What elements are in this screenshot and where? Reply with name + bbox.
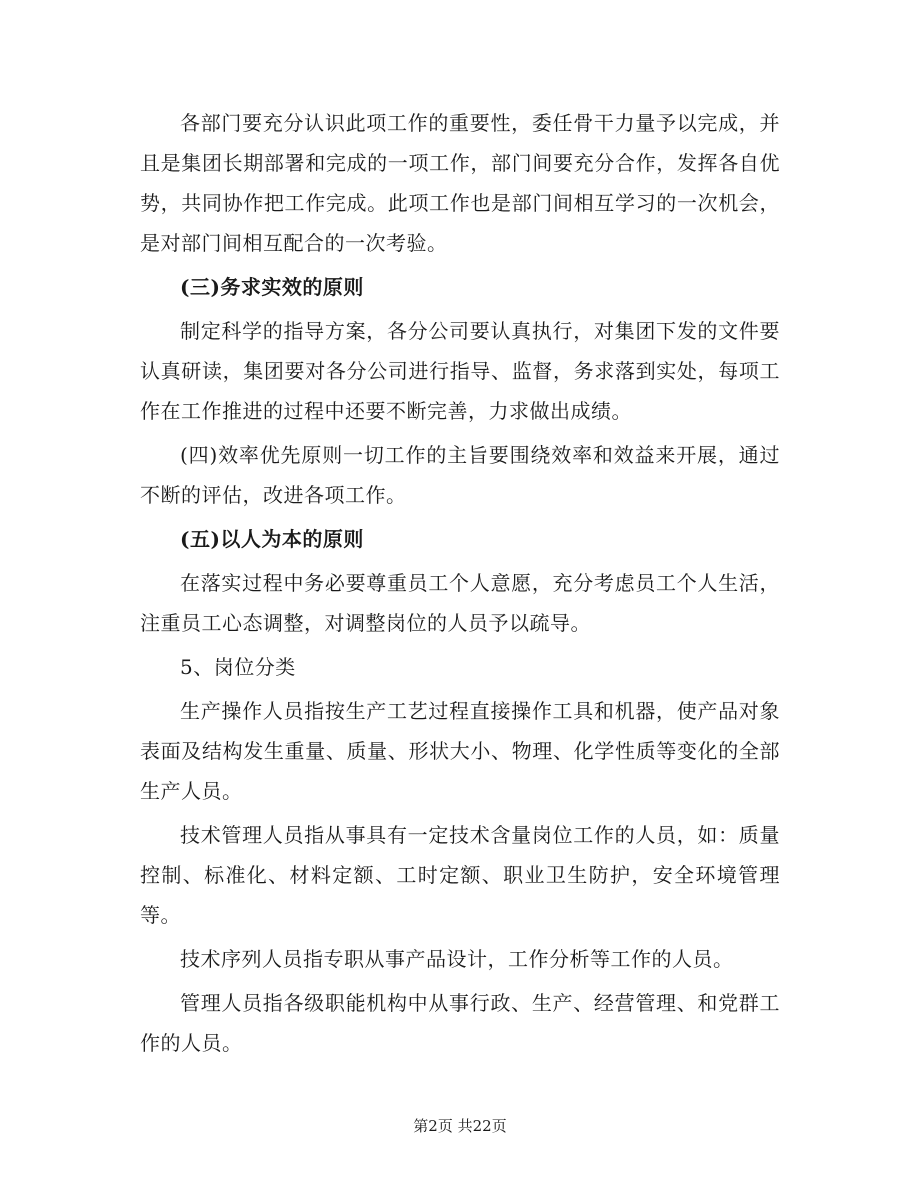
- page-number-footer: 第2页 共22页: [413, 1117, 507, 1135]
- paragraph-technical-series-staff: 技术序列人员指专职从事产品设计，工作分析等工作的人员。: [180, 947, 734, 971]
- paragraph-employee-wishes: 在落实过程中务必要尊重员工个人意愿，充分考虑员工个人生活，注重员工心态调整，对调整岗位的人员予以疏导。: [140, 571, 780, 635]
- heading-position-classification: 5、岗位分类: [180, 655, 296, 679]
- paragraph-management-staff: 管理人员指各级职能机构中从事行政、生产、经营管理、和党群工作的人员。: [140, 991, 780, 1055]
- paragraph-guidance-plan: 制定科学的指导方案，各分公司要认真执行，对集团下发的文件要认真研读，集团要对各分公司进行指导、监督，务求落到实处，每项工作在工作推进的过程中还要不断完善，力求做出成绩。: [140, 319, 780, 423]
- heading-people-oriented-principle: (五)以人为本的原则: [180, 527, 364, 551]
- heading-practical-principle: (三)务求实效的原则: [180, 275, 364, 299]
- paragraph-technical-management-staff: 技术管理人员指从事具有一定技术含量岗位工作的人员，如：质量控制、标准化、材料定额、工时定额、职业卫生防护，安全环境管理等。: [140, 823, 780, 927]
- paragraph-efficiency-principle: (四)效率优先原则一切工作的主旨要围绕效率和效益来开展，通过不断的评估，改进各项工作。: [140, 443, 780, 507]
- paragraph-collaboration: 各部门要充分认识此项工作的重要性，委任骨干力量予以完成，并且是集团长期部署和完成的一项工作，部门间要充分合作，发挥各自优势，共同协作把工作完成。此项工作也是部门间相互学习的一次机会，是对部门间相互配合的一次考验。: [140, 111, 780, 255]
- document-body: [140, 103, 780, 1063]
- paragraph-production-staff: 生产操作人员指按生产工艺过程直接操作工具和机器，使产品对象表面及结构发生重量、质量、形状大小、物理、化学性质等变化的全部生产人员。: [140, 699, 780, 803]
